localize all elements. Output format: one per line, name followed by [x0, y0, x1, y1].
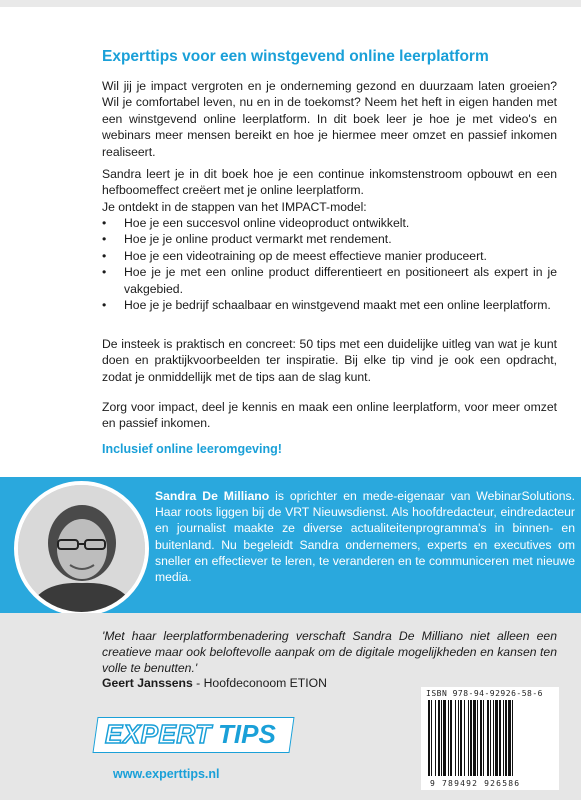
barcode-stripe	[495, 700, 498, 776]
bullet-icon: •	[102, 298, 107, 313]
website-link[interactable]: www.experttips.nl	[113, 767, 220, 781]
author-name: Sandra De Milliano	[155, 489, 270, 503]
author-portrait-icon	[18, 485, 145, 612]
testimonial-author	[102, 676, 327, 690]
testimonial-quote: 'Met haar leerplatformbenadering verschaft Sandra De Milliano niet alleen een creatieve maar ook beloftevolle aanpak om de digitale mogelijkheden en kansen ten volle te benutten.'	[102, 629, 557, 675]
barcode-stripe	[443, 700, 446, 776]
barcode-stripe	[490, 700, 491, 776]
barcode-stripe	[455, 700, 456, 776]
barcode-icon	[426, 700, 554, 778]
bullet-icon: •	[102, 216, 107, 230]
list-item-text: Hoe je een videotraining op de meest effectieve manier produceert.	[124, 248, 487, 263]
top-strip	[0, 0, 581, 7]
logo-tips-text: TIPS	[218, 719, 276, 749]
bullet-icon: •	[102, 232, 107, 247]
list-item-text: Hoe je je bedrijf schaalbaar en winstgevend maakt met een online leerplatform.	[124, 298, 551, 313]
barcode-stripe	[512, 700, 513, 776]
list-item	[102, 264, 557, 297]
avatar	[14, 481, 149, 616]
testimonial-author-name: Geert Janssens	[102, 676, 193, 690]
list-item-text: Hoe je een succesvol online videoproduct ontwikkelt.	[124, 216, 410, 230]
barcode-stripe	[468, 700, 469, 776]
barcode-stripe	[499, 700, 501, 776]
online-environment-note: Inclusief online leeromgeving!	[102, 442, 282, 456]
barcode-stripe	[431, 700, 432, 776]
barcode-stripe	[428, 700, 430, 776]
author-bio-text: is oprichter en mede-eigenaar van WebinarSolutions. Haar roots liggen bij de VRT Nieuwsdienst. Als hoofdredacteur, eindredacteur en journalist maakte ze diverse actualiteitenprogramma's in binnen- en buitenland. Nu begeleidt Sandra ondernemers, experts en executives om sneller en effectiever te leren, te veranderen en te communiceren met nieuwe media.	[155, 489, 575, 585]
sandra-paragraph-text: Sandra leert je in dit boek hoe je een continue inkomstenstroom opbouwt en een hefboomeffect creëert met je online leerplatform. Je ontdekt in de stappen van het IMPACT-model:	[102, 167, 557, 214]
barcode-stripe	[464, 700, 465, 776]
bullet-icon: •	[102, 248, 107, 263]
page-title: Experttips voor een winstgevend online leerplatform	[102, 48, 489, 65]
ean-number: 9 789492 926586	[430, 779, 521, 788]
barcode-stripe	[441, 700, 442, 776]
barcode-stripe	[435, 700, 436, 776]
insteek-paragraph: De insteek is praktisch en concreet: 50 tips met een duidelijke uitleg van wat je kunt doen en praktijkvoorbeelden ter inspiratie. Bij elke tip vind je ook een opdracht, zodat je onmiddellijk met de tips aan de slag kunt.	[102, 337, 557, 384]
isbn-label: ISBN 978-94-92926-58-6	[426, 689, 543, 698]
list-item-text: Hoe je je met een online product differentieert en positioneert als expert in je vakgebied.	[124, 265, 557, 296]
barcode-stripe	[487, 700, 489, 776]
list-item	[102, 297, 557, 313]
list-item	[102, 231, 557, 247]
barcode-stripe	[458, 700, 459, 776]
barcode-stripe	[480, 700, 482, 776]
bullet-icon: •	[102, 265, 107, 280]
list-item-text: Hoe je je online product vermarkt met rendement.	[124, 232, 392, 247]
list-item	[102, 215, 557, 231]
barcode-stripe	[438, 700, 440, 776]
barcode-stripe	[477, 700, 478, 776]
closing-paragraph: Zorg voor impact, deel je kennis en maak een online leerplatform, voor meer omzet en passief inkomen.	[102, 400, 557, 431]
intro-paragraph: Wil jij je impact vergroten en je onderneming gezond en duurzaam laten groeien? Wil je comfortabel leven, nu en in de toekomst? Neem het heft in eigen handen met een winstgevend online leerplatform. In dit boek leer je hoe je met video's en webinars meer mensen bereikt en hoe je hiermee meer omzet en passief inkomen realiseert.	[102, 79, 557, 159]
barcode-stripe	[508, 700, 511, 776]
barcode-stripe	[470, 700, 472, 776]
barcode-stripe	[493, 700, 494, 776]
impact-steps-list	[102, 215, 557, 313]
barcode-stripe	[483, 700, 484, 776]
barcode-stripe	[473, 700, 476, 776]
list-item	[102, 248, 557, 264]
barcode-stripe	[505, 700, 507, 776]
testimonial-author-role: - Hoofdeconoom ETION	[192, 676, 327, 690]
barcode-stripe	[448, 700, 449, 776]
logo-expert-text: EXPERT	[105, 719, 212, 749]
barcode-stripe	[450, 700, 452, 776]
barcode-stripe	[460, 700, 462, 776]
barcode-stripe	[503, 700, 504, 776]
experttips-logo	[95, 713, 290, 755]
author-bio	[155, 488, 575, 585]
sandra-paragraph	[102, 166, 557, 215]
